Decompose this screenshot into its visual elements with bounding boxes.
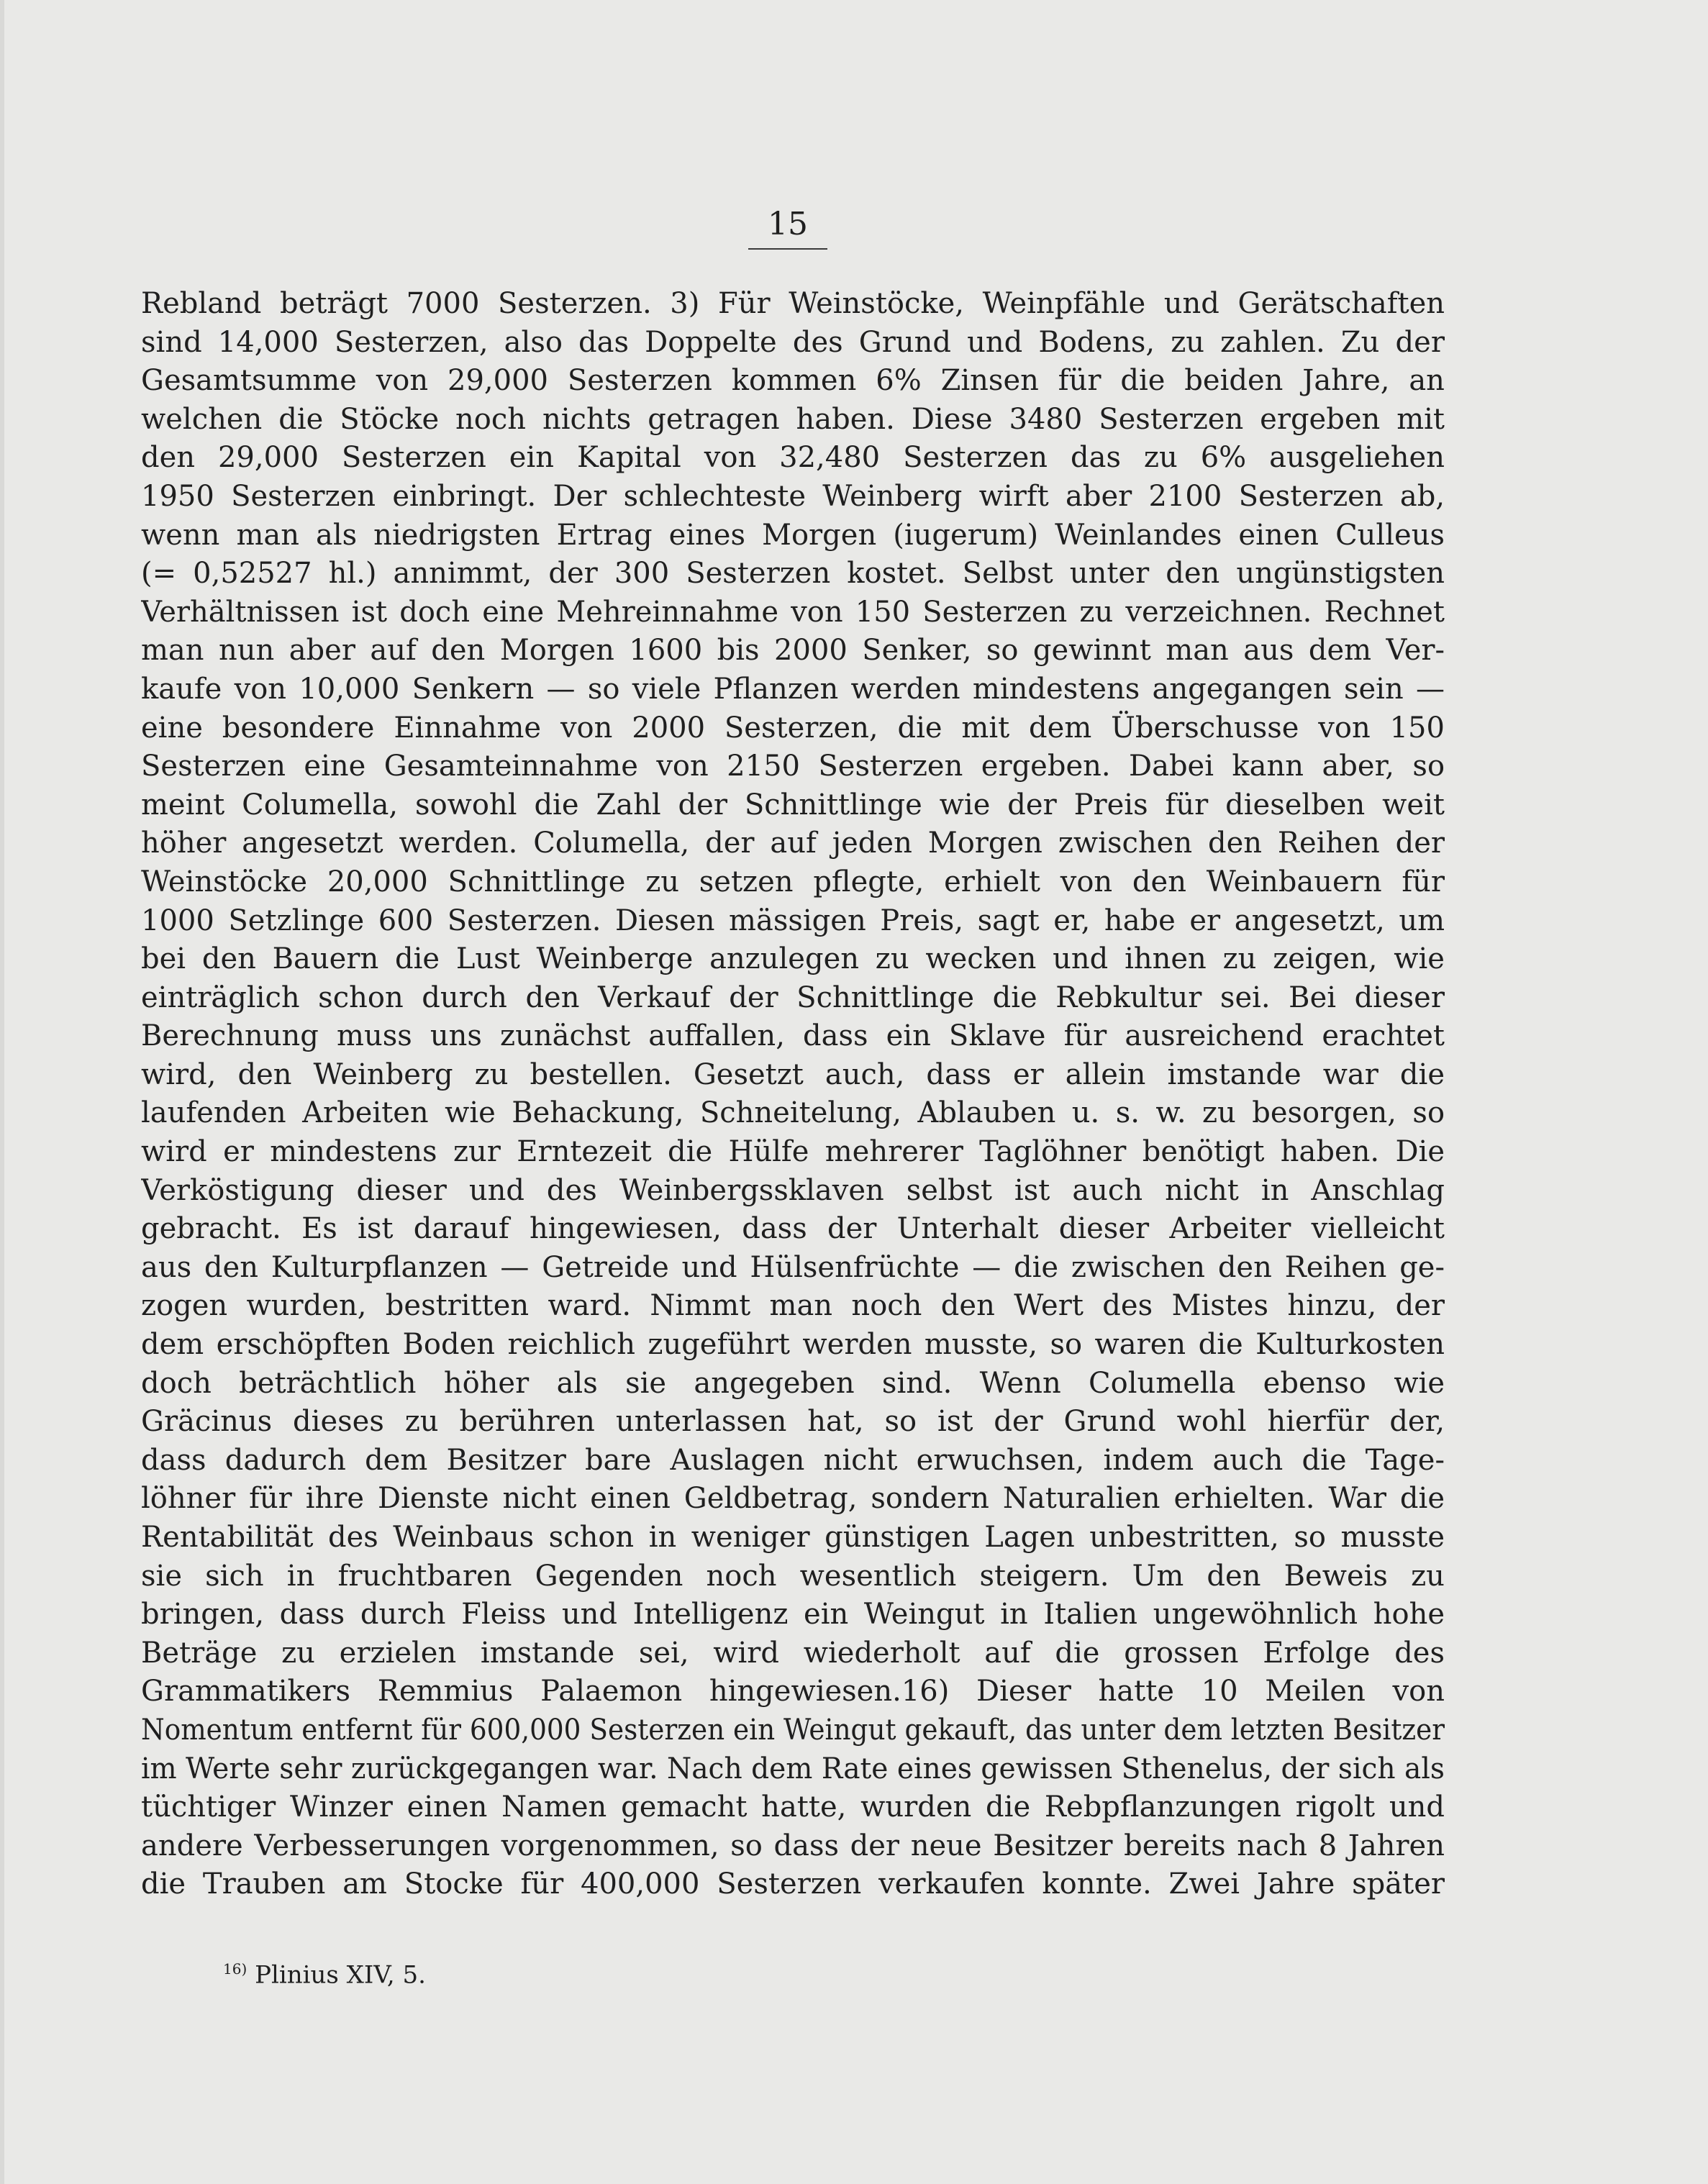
- text-line: gebracht. Es ist darauf hingewiesen, dass der Unterhalt dieser Arbeiter vielleicht: [141, 1212, 1445, 1246]
- text-line: eine besondere Einnahme von 2000 Sesterzen, die mit dem Überschusse von 150: [141, 711, 1445, 745]
- text-line: wird, den Weinberg zu bestellen. Gesetzt auch, dass er allein imstande war die: [141, 1057, 1445, 1091]
- text-line: zogen wurden, bestritten ward. Nimmt man noch den Wert des Mistes hinzu, der: [141, 1289, 1445, 1323]
- text-line: meint Columella, sowohl die Zahl der Schnittlinge wie der Preis für dieselben weit: [141, 788, 1445, 822]
- text-line: Rentabilität des Weinbaus schon in weniger günstigen Lagen unbestritten, so musste: [141, 1521, 1445, 1554]
- page-edge: [0, 0, 4, 2184]
- text-line: Beträge zu erzielen imstande sei, wird wiederholt auf die grossen Erfolge des: [141, 1636, 1445, 1670]
- text-line: tüchtiger Winzer einen Namen gemacht hatte, wurden die Rebpflanzungen rigolt und: [141, 1791, 1445, 1824]
- text-line: Nomentum entfernt für 600,000 Sesterzen ein Weingut gekauft, das unter dem letzten Besitzer: [141, 1713, 1445, 1747]
- text-line: höher angesetzt werden. Columella, der auf jeden Morgen zwischen den Reihen der: [141, 827, 1445, 860]
- text-line: bringen, dass durch Fleiss und Intelligenz ein Weingut in Italien ungewöhnlich hohe: [141, 1598, 1445, 1632]
- text-line: (= 0,52527 hl.) annimmt, der 300 Sesterzen kostet. Selbst unter den ungünstigsten: [141, 557, 1445, 591]
- text-line: den 29,000 Sesterzen ein Kapital von 32,480 Sesterzen das zu 6% ausgeliehen: [141, 441, 1445, 475]
- text-line: aus den Kulturpflanzen — Getreide und Hülsenfrüchte — die zwischen den Reihen ge-: [141, 1250, 1445, 1284]
- text-line: im Werte sehr zurückgegangen war. Nach dem Rate eines gewissen Sthenelus, der sich als: [141, 1752, 1445, 1785]
- text-line: sie sich in fruchtbaren Gegenden noch wesentlich steigern. Um den Beweis zu: [141, 1559, 1445, 1593]
- text-line: andere Verbesserungen vorgenommen, so dass der neue Besitzer bereits nach 8 Jahren: [141, 1829, 1445, 1862]
- footnote-marker: 16): [223, 1960, 247, 1978]
- text-line: Berechnung muss uns zunächst auffallen, dass ein Sklave für ausreichend erachtet: [141, 1019, 1445, 1053]
- text-line: Weinstöcke 20,000 Schnittlinge zu setzen pflegte, erhielt von den Weinbauern für: [141, 865, 1445, 898]
- text-line: Verhältnissen ist doch eine Mehreinnahme von 150 Sesterzen zu verzeichnen. Rechnet: [141, 595, 1445, 629]
- text-line: laufenden Arbeiten wie Behackung, Schneitelung, Ablauben u. s. w. zu besorgen, so: [141, 1096, 1445, 1130]
- text-line: sind 14,000 Sesterzen, also das Doppelte des Grund und Bodens, zu zahlen. Zu der: [141, 325, 1445, 359]
- text-line: einträglich schon durch den Verkauf der Schnittlinge die Rebkultur sei. Bei dieser: [141, 980, 1445, 1014]
- text-line: die Trauben am Stocke für 400,000 Sesterzen verkaufen konnte. Zwei Jahre später: [141, 1867, 1445, 1901]
- text-line: bei den Bauern die Lust Weinberge anzulegen zu wecken und ihnen zu zeigen, wie: [141, 942, 1445, 976]
- text-line: dass dadurch dem Besitzer bare Auslagen nicht erwuchsen, indem auch die Tage-: [141, 1443, 1445, 1477]
- text-line: Verköstigung dieser und des Weinbergssklaven selbst ist auch nicht in Anschlag: [141, 1173, 1445, 1207]
- text-line: wird er mindestens zur Erntezeit die Hülfe mehrerer Taglöhner benötigt haben. Die: [141, 1135, 1445, 1169]
- text-line: löhner für ihre Dienste nicht einen Geldbetrag, sondern Naturalien erhielten. War die: [141, 1482, 1445, 1516]
- text-line: Gräcinus dieses zu berühren unterlassen hat, so ist der Grund wohl hierfür der,: [141, 1405, 1445, 1439]
- text-line: kaufe von 10,000 Senkern — so viele Pflanzen werden mindestens angegangen sein —: [141, 672, 1445, 706]
- text-line: wenn man als niedrigsten Ertrag eines Morgen (iugerum) Weinlandes einen Culleus: [141, 518, 1445, 552]
- text-line: Grammatikers Remmius Palaemon hingewiesen.16) Dieser hatte 10 Meilen von: [141, 1675, 1445, 1708]
- text-line: welchen die Stöcke noch nichts getragen haben. Diese 3480 Sesterzen ergeben mit: [141, 402, 1445, 436]
- text-line: Sesterzen eine Gesamteinnahme von 2150 Sesterzen ergeben. Dabei kann aber, so: [141, 750, 1445, 783]
- text-line: Gesamtsumme von 29,000 Sesterzen kommen 6% Zinsen für die beiden Jahre, an: [141, 364, 1445, 398]
- text-line: dem erschöpften Boden reichlich zugeführt werden musste, so waren die Kulturkosten: [141, 1328, 1445, 1362]
- text-line: 1000 Setzlinge 600 Sesterzen. Diesen mässigen Preis, sagt er, habe er angesetzt, um: [141, 904, 1445, 937]
- page-number-rule: [748, 248, 827, 250]
- text-line: Rebland beträgt 7000 Sesterzen. 3) Für Weinstöcke, Weinpfähle und Gerätschaften: [141, 287, 1445, 320]
- footnote-text: Plinius XIV, 5.: [255, 1960, 426, 1990]
- footnote: [223, 1960, 426, 1990]
- text-line: man nun aber auf den Morgen 1600 bis 2000 Senker, so gewinnt man aus dem Ver-: [141, 634, 1445, 668]
- page-number: 15: [768, 206, 808, 242]
- text-line: doch beträchtlich höher als sie angegeben sind. Wenn Columella ebenso wie: [141, 1366, 1445, 1400]
- body-text: [141, 285, 1445, 1904]
- text-line: 1950 Sesterzen einbringt. Der schlechteste Weinberg wirft aber 2100 Sesterzen ab,: [141, 479, 1445, 513]
